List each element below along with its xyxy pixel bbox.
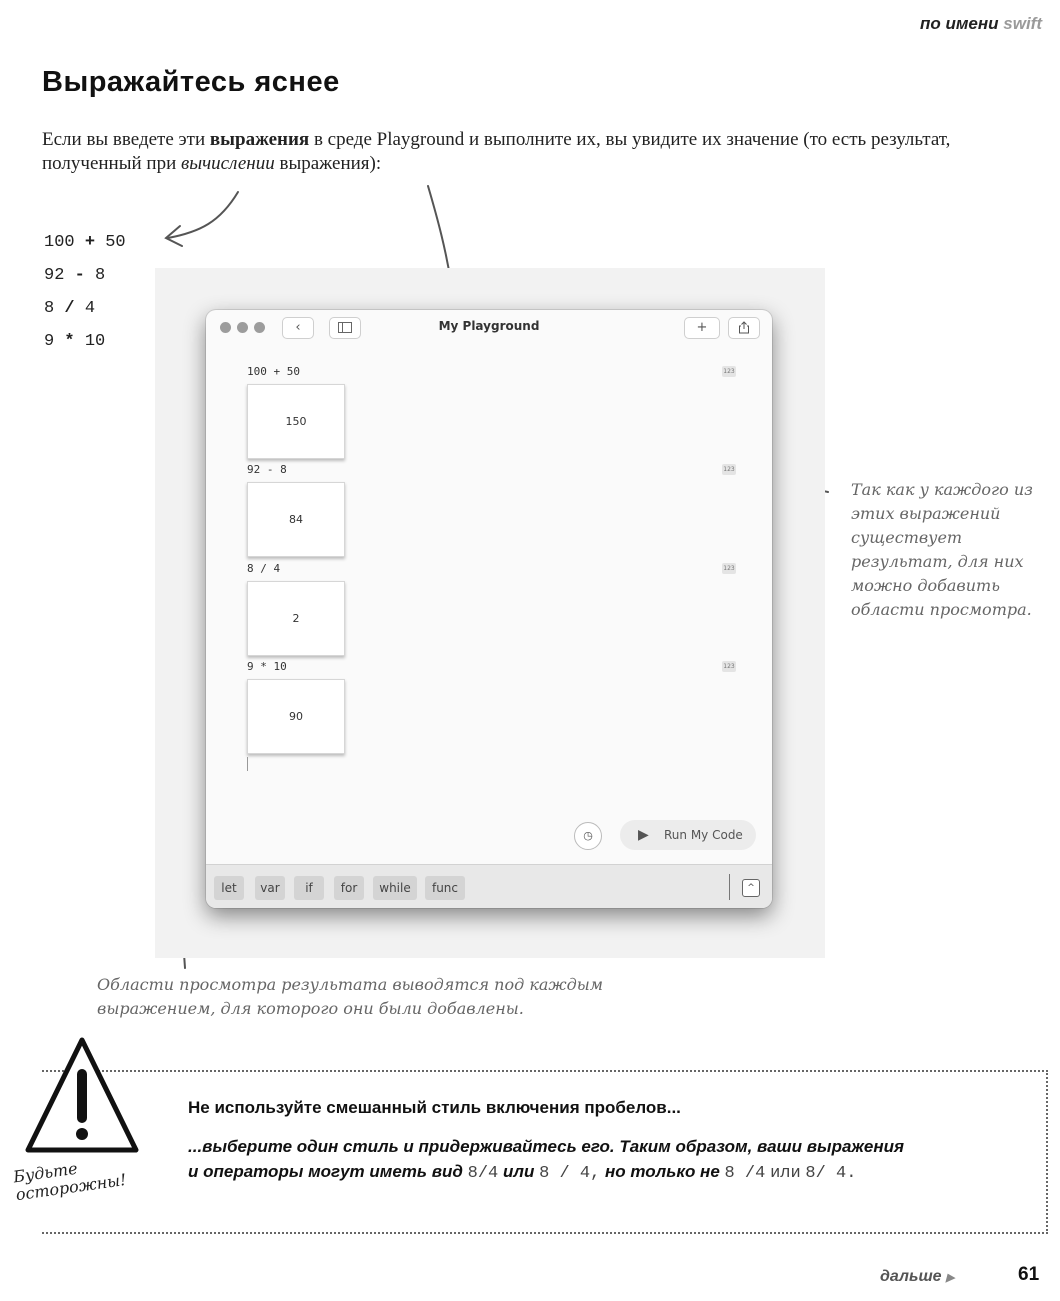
intro-paragraph: Если вы введете эти выражения в среде Playground и выполните их, вы увидите их значение (то есть результат, полученный при вычислении выражения):	[42, 129, 951, 174]
result-viewer[interactable]: 2	[247, 581, 345, 656]
next-page-link[interactable]: дальше ▶	[880, 1268, 955, 1285]
editor-code-line[interactable]: 92 - 8	[247, 463, 287, 476]
result-viewer[interactable]: 150	[247, 384, 345, 459]
keyword-let[interactable]: let	[214, 876, 244, 900]
window-title: My Playground	[438, 319, 540, 333]
add-button[interactable]	[684, 317, 720, 339]
result-badge-button[interactable]: 123	[723, 663, 735, 670]
title-bar	[206, 310, 772, 346]
code-line: 8 / 4	[44, 299, 96, 318]
editor-code-line[interactable]: 100 + 50	[247, 365, 300, 378]
editor-code-line[interactable]: 8 / 4	[247, 562, 281, 575]
warning-triangle-icon	[22, 1034, 142, 1162]
share-icon	[738, 321, 750, 334]
caution-title: Не используйте смешанный стиль включения пробелов...	[188, 1098, 681, 1117]
keyword-var[interactable]: var	[255, 876, 285, 900]
code-line: 9 * 10	[44, 332, 106, 351]
result-viewer[interactable]: 90	[247, 679, 345, 754]
code-line: 92 - 8	[44, 266, 106, 285]
keyword-bar	[206, 864, 772, 908]
timer-icon: ◷	[583, 829, 593, 842]
keyword-bar-divider	[729, 874, 730, 900]
chevron-up-icon: ^	[747, 883, 755, 893]
chevron-left-icon: ‹	[295, 320, 301, 335]
keyword-if[interactable]: if	[294, 876, 324, 900]
share-button[interactable]	[728, 317, 760, 339]
arrow-to-code-examples	[168, 192, 238, 238]
plus-icon: +	[696, 320, 708, 335]
running-header: по имени swift	[919, 14, 1042, 33]
annotation-right: Так как у каждого из этих выражений существует результат, для них можно добавить области просмотра.	[851, 480, 1033, 619]
keyword-func[interactable]: func	[425, 876, 465, 900]
page-number: 61	[1018, 1264, 1040, 1285]
annotation-bottom: Области просмотра результата выводятся под каждым выражением, для которого они были добавлены.	[97, 975, 604, 1018]
editor-code-line[interactable]: 9 * 10	[247, 660, 287, 673]
speed-button[interactable]	[574, 822, 602, 850]
caution-label: Будьте осторожны!	[12, 1158, 128, 1205]
page-title: Выражайтесь яснее	[42, 66, 340, 98]
play-icon: ▶	[638, 827, 649, 843]
result-badge-button[interactable]: 123	[723, 368, 735, 375]
playground-window	[206, 310, 772, 908]
text-cursor	[247, 757, 248, 771]
result-viewer[interactable]: 84	[247, 482, 345, 557]
keyword-for[interactable]: for	[334, 876, 364, 900]
result-badge-button[interactable]: 123	[723, 565, 735, 572]
run-code-label: Run My Code	[664, 828, 743, 842]
keyboard-toggle-button[interactable]	[742, 879, 760, 897]
triangle-right-icon: ▶	[946, 1272, 955, 1284]
keyword-while[interactable]: while	[373, 876, 417, 900]
caution-text: ...выберите один стиль и придерживайтесь его. Таким образом, ваши выражения и операторы могут иметь вид 8/4 или 8 / 4, но только не 8 /4 или 8/ 4.	[188, 1137, 905, 1183]
result-badge-button[interactable]: 123	[723, 466, 735, 473]
code-line: 100 + 50	[44, 233, 126, 252]
run-code-button[interactable]	[620, 820, 756, 850]
